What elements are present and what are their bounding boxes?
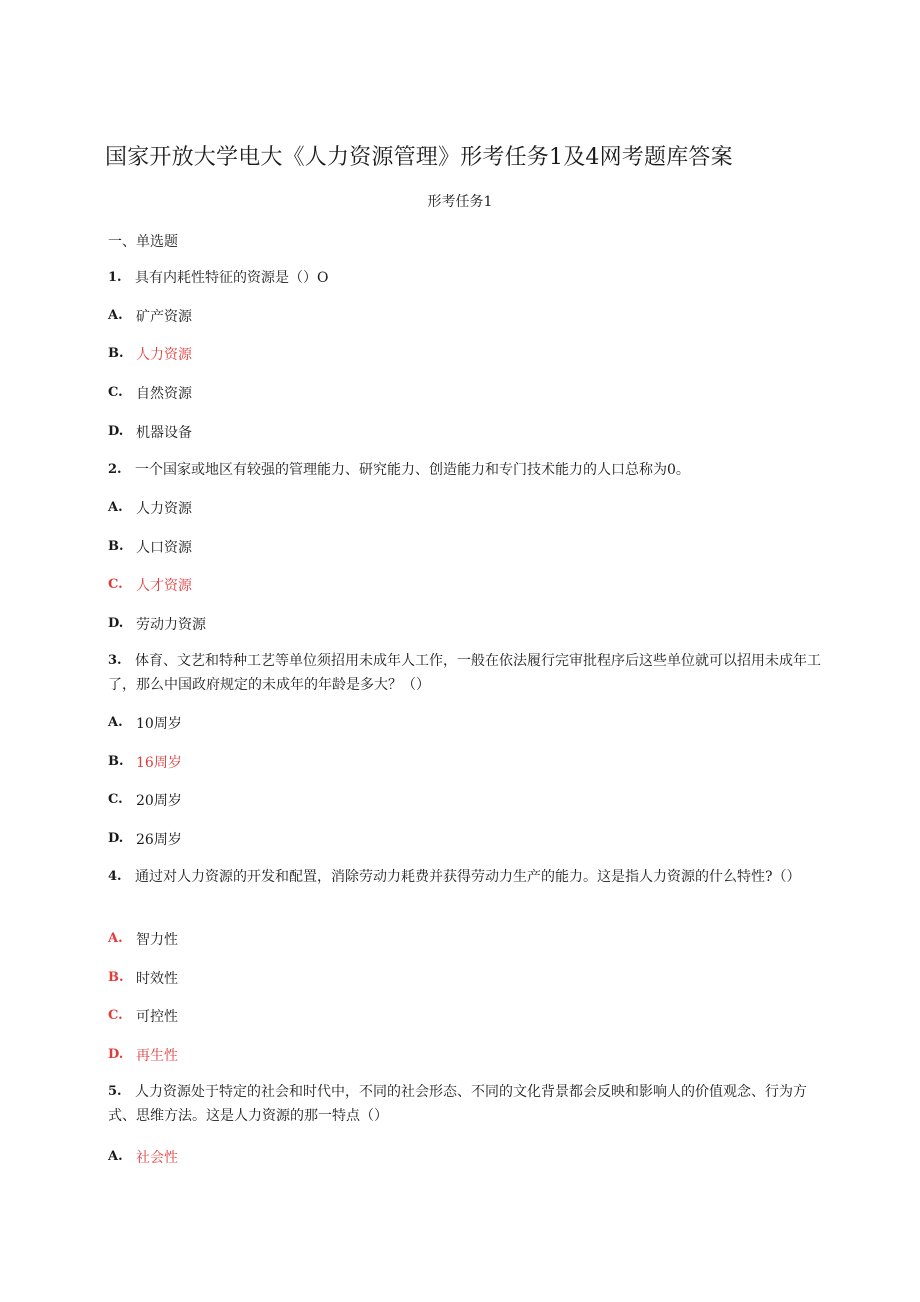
question-text: 通过对人力资源的开发和配置，消除劳动力耗费并获得劳动力生产的能力。这是指人力资源的什么特性?（） [135,869,801,885]
option-letter: D. [108,1047,124,1062]
option-text: 10周岁 [136,716,182,732]
option-letter: A. [108,1149,123,1164]
option-letter: D. [108,424,124,439]
option-letter: B. [108,539,124,554]
option-text: 26周岁 [136,832,182,848]
document-title: 国家开放大学电大《人力资源管理》形考任务1及4网考题库答案 [105,145,733,170]
option-letter: C. [108,1008,123,1023]
option-text: 机器设备 [136,425,192,441]
option-text: 时效性 [136,971,178,987]
document-subtitle: 形考任务1 [427,194,493,210]
option-letter: D. [108,831,124,846]
question-number: 5. [108,1084,122,1099]
option-letter: B. [108,346,124,361]
option-letter: A. [108,308,123,323]
option-text: 人力资源 [136,501,192,517]
option-text: 可控性 [136,1009,178,1025]
option-text: 矿产资源 [136,309,192,325]
option-letter: C. [108,577,123,592]
option-text: 自然资源 [136,386,192,402]
option-text: 20周岁 [136,793,182,809]
question-number: 1. [108,270,122,285]
question-text: 人力资源处于特定的社会和时代中，不同的社会形态、不同的文化背景都会反映和影响人的价值观念、行为方式、思维方法。这是人力资源的那一特点（） [108,1084,807,1124]
option-letter: C. [108,792,123,807]
question-text: 具有内耗性特征的资源是（）O [135,270,329,286]
option-text-correct: 16周岁 [136,755,182,771]
option-letter: A. [108,715,123,730]
option-text: 劳动力资源 [136,617,206,633]
section-heading: 一、单选题 [108,234,178,250]
option-text-correct: 人才资源 [136,578,192,594]
question-number: 4. [108,869,122,884]
option-letter: D. [108,616,124,631]
question-number: 2. [108,462,122,477]
question-number: 3. [108,653,122,668]
option-text-correct: 社会性 [136,1150,178,1166]
option-letter: B. [108,970,124,985]
option-text: 智力性 [136,932,178,948]
question-text: 体育、文艺和特种工艺等单位须招用未成年人工作，一般在依法履行完审批程序后这些单位就可以招用未成年工了，那么中国政府规定的未成年的年龄是多大？（） [108,653,821,693]
option-letter: B. [108,754,124,769]
option-letter: C. [108,385,123,400]
option-text-correct: 再生性 [136,1048,178,1064]
option-letter: A. [108,500,123,515]
question-text: 一个国家或地区有较强的管理能力、研究能力、创造能力和专门技术能力的人口总称为0。 [135,462,690,478]
option-text: 人口资源 [136,540,192,556]
option-text-correct: 人力资源 [136,347,192,363]
option-letter: A. [108,931,123,946]
